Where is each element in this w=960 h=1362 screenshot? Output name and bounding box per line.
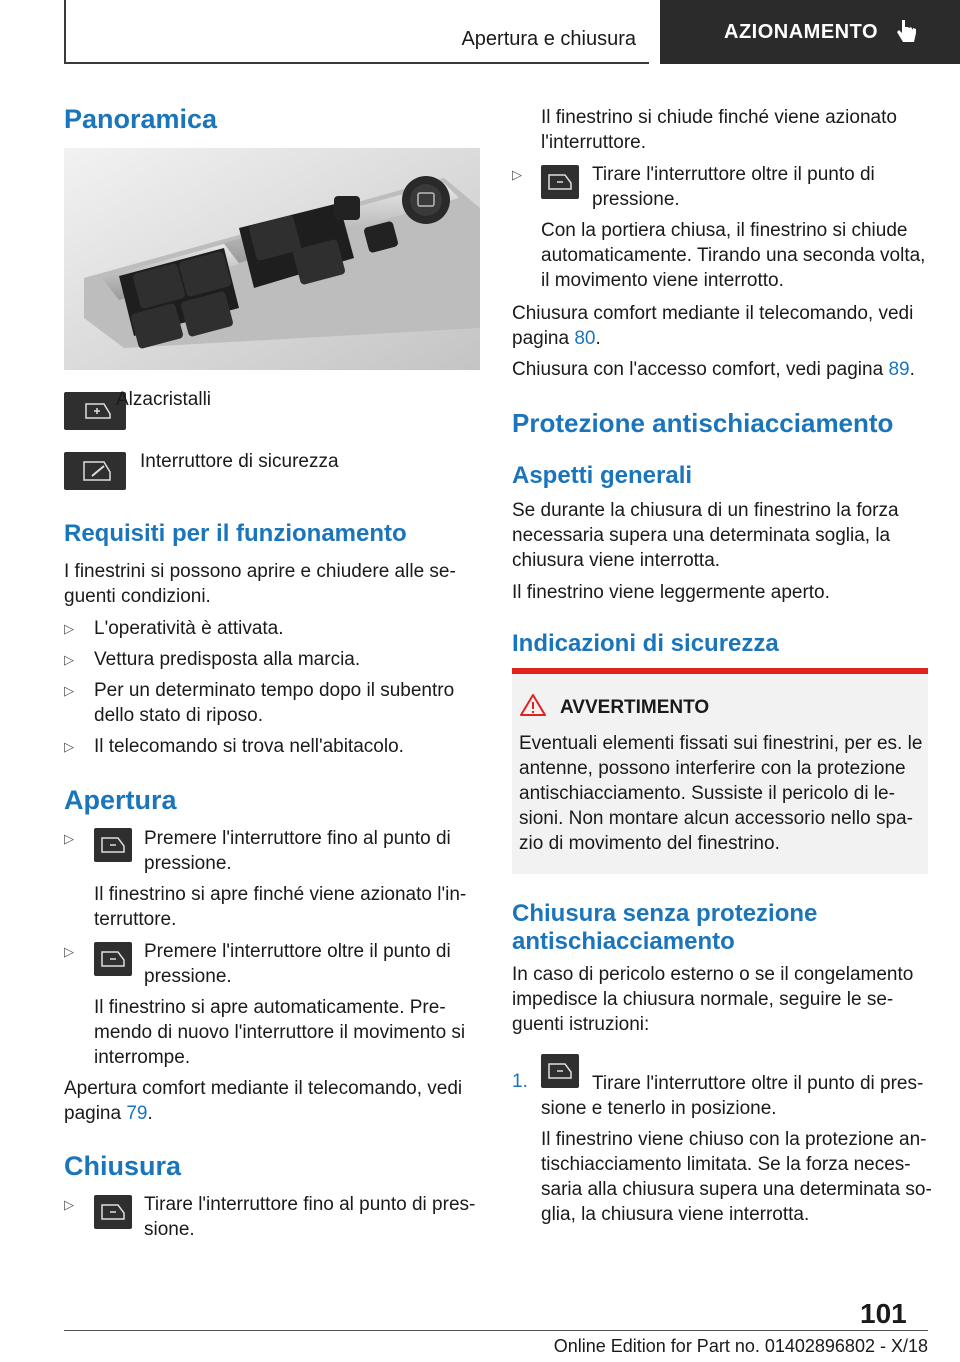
header-section-title: Apertura e chiusura bbox=[461, 28, 636, 50]
subsection-title-indicazioni: Indicazioni di sicurezza bbox=[512, 630, 779, 657]
window-switch-icon bbox=[94, 828, 132, 862]
section-title-apertura: Apertura bbox=[64, 785, 177, 815]
condition-3-line1: Per un determinato tempo dopo il subentro bbox=[94, 680, 455, 701]
chiusura-step1-line2: sione. bbox=[144, 1219, 195, 1240]
step1-desc1: Il finestrino viene chiuso con la protezione an- bbox=[541, 1129, 927, 1150]
window-switch-icon bbox=[541, 1054, 579, 1088]
section-title-protezione: Protezione antischiacciamento bbox=[512, 408, 894, 438]
chiusura-step2-line1: Tirare l'interruttore oltre il punto di bbox=[592, 164, 875, 185]
window-switch-icon bbox=[94, 942, 132, 976]
page-link-89[interactable]: 89 bbox=[888, 359, 910, 380]
requisiti-text-line1: I finestrini si possono aprire e chiudere alle se- bbox=[64, 561, 456, 582]
apertura-step1-line1: Premere l'interruttore fino al punto di bbox=[144, 828, 451, 849]
step1-line1: Tirare l'interruttore oltre il punto di pres- bbox=[592, 1073, 924, 1094]
header-rule-left bbox=[64, 0, 66, 64]
page-link-80[interactable]: 80 bbox=[574, 328, 596, 349]
footer-rule bbox=[64, 1330, 928, 1331]
window-switch-icon bbox=[94, 1195, 132, 1229]
condition-4: Il telecomando si trova nell'abitacolo. bbox=[94, 736, 404, 757]
header-chapter-label: AZIONAMENTO bbox=[724, 20, 879, 43]
legend-interruttore-sicurezza: Interruttore di sicurezza bbox=[140, 451, 339, 472]
step1-desc4: glia, la chiusura viene interrotta. bbox=[541, 1204, 810, 1225]
bullet-triangle-icon: ▷ bbox=[64, 739, 74, 754]
comfort-chiusura-line2 bbox=[512, 326, 601, 351]
warning-line4: sioni. Non montare alcun accessorio nello spa- bbox=[519, 808, 913, 829]
bullet-triangle-icon: ▷ bbox=[512, 167, 522, 182]
warning-line2: antenne, possono interferire con la protezione bbox=[519, 758, 906, 779]
aspetti-line1: Se durante la chiusura di un finestrino la forza bbox=[512, 500, 899, 521]
chiusura-step1-desc1: Il finestrino si chiude finché viene azionato bbox=[541, 107, 897, 128]
section-title-requisiti: Requisiti per il funzionamento bbox=[64, 520, 407, 547]
chiusura-step1-desc2: l'interruttore. bbox=[541, 132, 647, 153]
apertura-step2-line2: pressione. bbox=[144, 966, 232, 987]
chiusura-step1-line1: Tirare l'interruttore fino al punto di pres- bbox=[144, 1194, 476, 1215]
page-link-79[interactable]: 79 bbox=[126, 1103, 148, 1124]
comfort-chiusura-period: . bbox=[595, 328, 601, 349]
warning-triangle-icon bbox=[519, 693, 547, 717]
legend-alzacristalli: Alzacristalli bbox=[116, 389, 212, 410]
condition-2: Vettura predisposta alla marcia. bbox=[94, 649, 361, 670]
warning-line3: antischiacciamento. Sussiste il pericolo di le- bbox=[519, 783, 895, 804]
step-number-1: 1. bbox=[512, 1071, 528, 1092]
aspetti-line3: chiusura viene interrotta. bbox=[512, 550, 721, 571]
condition-1: L'operatività è attivata. bbox=[94, 618, 284, 639]
aspetti-line2: necessaria supera una determinata soglia, la bbox=[512, 525, 891, 546]
condition-3-line2: dello stato di riposo. bbox=[94, 705, 263, 726]
apertura-step1-desc2: terruttore. bbox=[94, 909, 177, 930]
step1-line2: sione e tenerlo in posizione. bbox=[541, 1098, 777, 1119]
chiusura-step2-desc3: il movimento viene interrotto. bbox=[541, 270, 784, 291]
footer-edition: Online Edition for Part no. 01402896802 - X/18 bbox=[553, 1336, 928, 1356]
pointing-hand-icon bbox=[894, 18, 920, 46]
step1-desc2: tischiacciamento limitata. Se la forza neces- bbox=[541, 1154, 911, 1175]
apertura-step2-desc1: Il finestrino si apre automaticamente. Pre- bbox=[94, 997, 446, 1018]
bullet-triangle-icon: ▷ bbox=[64, 1197, 74, 1212]
senza-line1: In caso di pericolo esterno o se il congelamento bbox=[512, 964, 914, 985]
window-switch-icon bbox=[541, 165, 579, 199]
comfort-apertura-period: . bbox=[147, 1103, 153, 1124]
bullet-triangle-icon: ▷ bbox=[64, 683, 74, 698]
aspetti-line4: Il finestrino viene leggermente aperto. bbox=[512, 582, 830, 603]
senza-line2: impedisce la chiusura normale, seguire le se- bbox=[512, 989, 894, 1010]
warning-title: AVVERTIMENTO bbox=[560, 697, 710, 718]
comfort-apertura-line1: Apertura comfort mediante il telecomando, vedi bbox=[64, 1078, 463, 1099]
comfort-apertura-line2 bbox=[64, 1101, 153, 1126]
page-number: 101 bbox=[860, 1298, 907, 1329]
comfort-apertura-prefix: pagina bbox=[64, 1103, 122, 1124]
section-title-chiusura: Chiusura bbox=[64, 1151, 182, 1181]
requisiti-text-line2: guenti condizioni. bbox=[64, 586, 211, 607]
chiusura-step2-desc2: automaticamente. Tirando una seconda volta, bbox=[541, 245, 926, 266]
warning-line5: zio di movimento del finestrino. bbox=[519, 833, 780, 854]
warning-line1: Eventuali elementi fissati sui finestrini, per es. le bbox=[519, 733, 923, 754]
apertura-step2-line1: Premere l'interruttore oltre il punto di bbox=[144, 941, 451, 962]
comfort-chiusura-prefix: pagina bbox=[512, 328, 570, 349]
apertura-step2-desc3: interrompe. bbox=[94, 1047, 191, 1068]
accesso-comfort-text: Chiusura con l'accesso comfort, vedi pagina bbox=[512, 359, 884, 380]
apertura-step2-desc2: mendo di nuovo l'interruttore il movimento si bbox=[94, 1022, 466, 1043]
step1-desc3: saria alla chiusura supera una determinata so- bbox=[541, 1179, 932, 1200]
bullet-triangle-icon: ▷ bbox=[64, 652, 74, 667]
chiusura-step2-desc1: Con la portiera chiusa, il finestrino si chiude bbox=[541, 220, 908, 241]
window-switch-panel-photo bbox=[64, 148, 480, 370]
apertura-step1-line2: pressione. bbox=[144, 853, 232, 874]
comfort-chiusura-line1: Chiusura comfort mediante il telecomando, vedi bbox=[512, 303, 914, 324]
header-chapter-tab[interactable] bbox=[660, 0, 960, 64]
subsection-title-aspetti: Aspetti generali bbox=[512, 462, 693, 489]
chiusura-step2-line2: pressione. bbox=[592, 189, 680, 210]
subsection-title-senza-line1: Chiusura senza protezione bbox=[512, 900, 818, 927]
bullet-triangle-icon: ▷ bbox=[64, 621, 74, 636]
apertura-step1-desc1: Il finestrino si apre finché viene azionato l'in- bbox=[94, 884, 467, 905]
bullet-triangle-icon: ▷ bbox=[64, 831, 74, 846]
subsection-title-senza-line2: antischiacciamento bbox=[512, 928, 735, 955]
bullet-triangle-icon: ▷ bbox=[64, 944, 74, 959]
header-rule-bottom bbox=[64, 62, 649, 64]
safety-switch-icon bbox=[64, 452, 126, 490]
accesso-comfort-line bbox=[512, 357, 915, 382]
accesso-comfort-period: . bbox=[909, 359, 915, 380]
senza-line3: guenti istruzioni: bbox=[512, 1014, 650, 1035]
section-title-panoramica: Panoramica bbox=[64, 104, 218, 134]
